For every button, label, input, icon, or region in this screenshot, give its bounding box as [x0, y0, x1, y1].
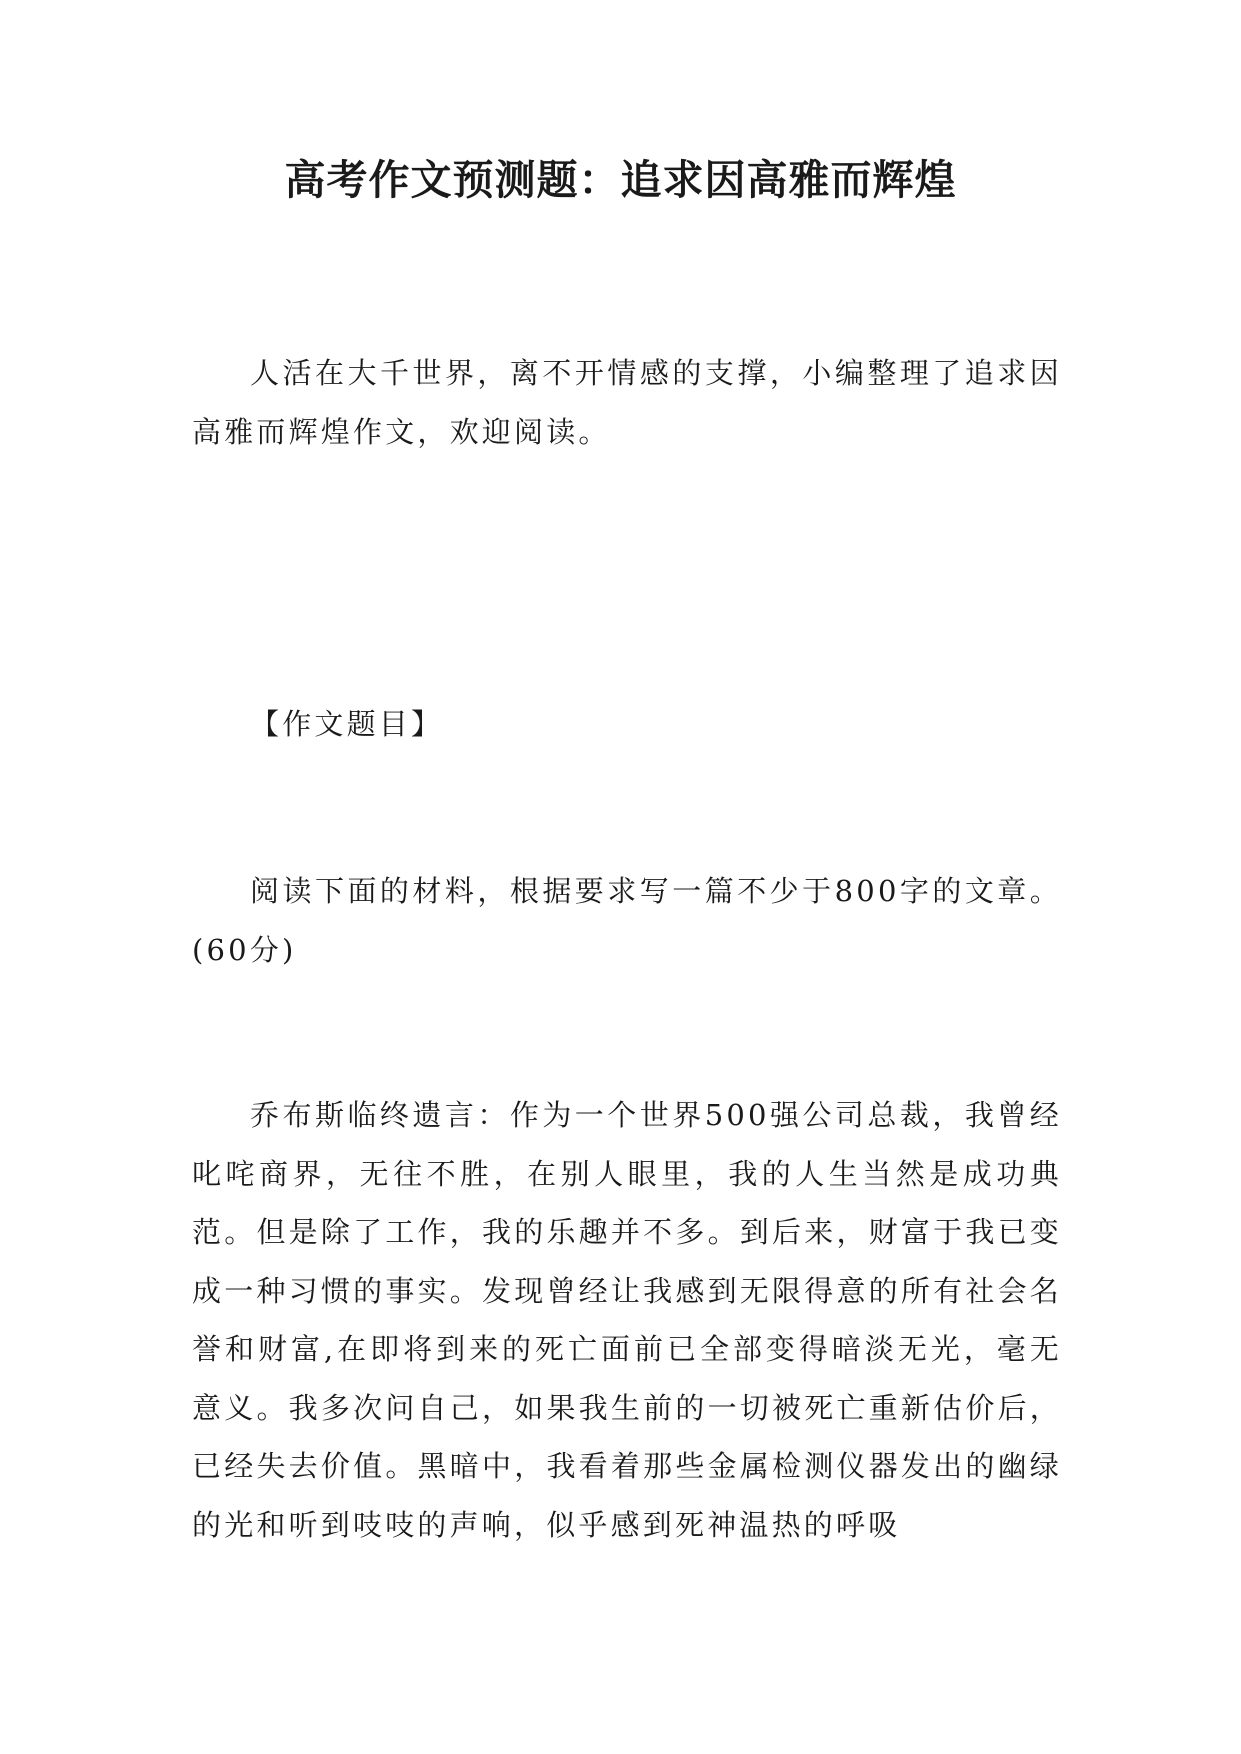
material-paragraph: 乔布斯临终遗言：作为一个世界500强公司总裁，我曾经叱咤商界，无往不胜，在别人眼里，我的人生当然是成功典范。但是除了工作，我的乐趣并不多。到后来，财富于我已变成一种习惯的事实。发现曾经让我感到无限得意的所有社会名誉和财富,在即将到来的死亡面前已全部变得暗淡无光，毫无意义。我多次问自己，如果我生前的一切被死亡重新估价后，已经失去价值。黑暗中，我看着那些金属检测仪器发出的幽绿的光和听到吱吱的声响，似乎感到死神温热的呼吸 [192, 1098, 1062, 1542]
document-title: 高考作文预测题：追求因高雅而辉煌 [284, 156, 957, 204]
prompt-paragraph: 阅读下面的材料，根据要求写一篇不少于800字的文章。(60分) [192, 874, 1062, 967]
section-heading: 【作文题目】 [250, 707, 444, 741]
intro-paragraph: 人活在大千世界，离不开情感的支撑，小编整理了追求因高雅而辉煌作文，欢迎阅读。 [192, 356, 1062, 449]
